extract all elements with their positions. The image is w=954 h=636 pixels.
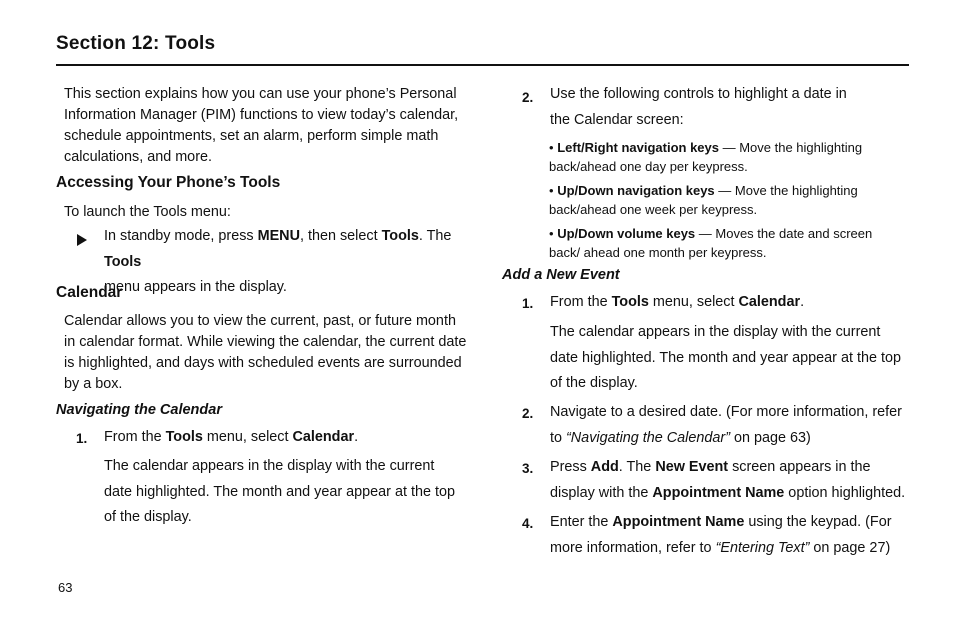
nav-step2-number: 2. (522, 90, 534, 105)
nav-step1-number: 1. (76, 431, 88, 446)
step-arrow-icon (77, 234, 87, 246)
nav-step1-desc: The calendar appears in the display with the current date highlighted. The month and year appear at the top of the display. (104, 458, 455, 525)
calendar-heading: Calendar (56, 284, 123, 301)
navigating-heading: Navigating the Calendar (56, 402, 222, 418)
add-step4: Enter the Appointment Name using the keypad. (For more information, refer to “Entering Text” on page 27) (550, 514, 892, 556)
add-step1-desc: The calendar appears in the display with the current date highlighted. The month and year appear at the top of the display. (550, 324, 901, 391)
add-step2-number: 2. (522, 406, 534, 421)
ref-entering-text[interactable]: “Entering Text” (715, 539, 810, 556)
bullet-dot-icon: • (549, 183, 554, 198)
add-step3: Press Add. The New Event screen appears in the display with the Appointment Name option highlighted. (550, 459, 906, 501)
bullet-left-right: • Left/Right navigation keys — Move the highlighting back/ahead one day per keypress. (549, 140, 863, 174)
add-step1: From the Tools menu, select Calendar. (550, 294, 805, 310)
section-title: Section 12: Tools (56, 33, 216, 54)
bullet-dot-icon: • (549, 140, 554, 155)
add-step2: Navigate to a desired date. (For more information, refer to “Navigating the Calendar” on page 63) (550, 404, 902, 446)
ref-navigating[interactable]: “Navigating the Calendar” (566, 429, 730, 446)
menu-key: MENU (257, 228, 300, 244)
nav-step1: From the Tools menu, select Calendar. (104, 429, 359, 445)
add-step4-number: 4. (522, 516, 534, 531)
nav-step2: Use the following controls to highlight a date in the Calendar screen: (550, 86, 847, 128)
page-number: 63 (58, 580, 73, 595)
intro-paragraph: This section explains how you can use your phone’s Personal Information Manager (PIM) functions to view today’s calendar, schedule appointments, set an alarm, perform simple math calculations, and more. (64, 86, 459, 165)
add-step1-number: 1. (522, 296, 534, 311)
bullet-up-down-nav: • Up/Down navigation keys — Move the highlighting back/ahead one week per keypress. (549, 183, 858, 217)
bullet-dot-icon: • (549, 226, 554, 241)
accessing-step: In standby mode, press MENU, then select Tools. The Tools menu appears in the display. (104, 228, 452, 295)
add-step3-number: 3. (522, 461, 534, 476)
bullet-volume: • Up/Down volume keys — Moves the date and screen back/ ahead one month per keypress. (549, 226, 873, 260)
calendar-paragraph: Calendar allows you to view the current, past, or future month in calendar format. While viewing the calendar, the current date is highlighted, and days with scheduled events are surrounded by a box. (64, 313, 467, 392)
accessing-lead: To launch the Tools menu: (64, 204, 231, 220)
accessing-heading: Accessing Your Phone’s Tools (56, 174, 281, 191)
header-rule (56, 64, 909, 66)
add-event-heading: Add a New Event (502, 267, 620, 283)
